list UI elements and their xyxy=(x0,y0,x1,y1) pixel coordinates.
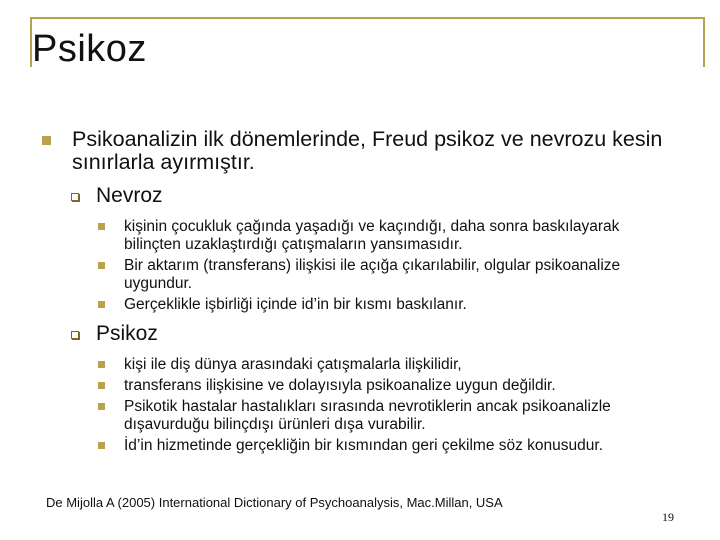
list-item-text: kişi ile diş dünya arasındaki çatışmalarla ilişkilidir, xyxy=(124,356,462,373)
list-item-text: Bir aktarım (transferans) ilişkisi ile açığa çıkarılabilir, olgular psikoanalize uygundur. xyxy=(124,257,621,292)
sub-bullet-nevroz xyxy=(0,184,720,208)
page-number: 19 xyxy=(662,510,674,524)
list-item xyxy=(0,398,720,434)
list-item-text: İd’in hizmetinde gerçekliğin bir kısmından geri çekilme söz konusudur. xyxy=(124,437,604,454)
slide-content xyxy=(0,128,720,463)
list-item-text: Gerçeklikle işbirliği içinde id’in bir kısmı baskılanır. xyxy=(124,296,467,313)
square-bullet-icon xyxy=(98,442,105,449)
list-item xyxy=(0,437,720,455)
square-bullet-icon xyxy=(98,403,105,410)
square-bullet-icon xyxy=(98,301,105,308)
footnote-citation: De Mijolla A (2005) International Dictionary of Psychoanalysis, Mac.Millan, USA xyxy=(46,495,503,510)
square-bullet-icon xyxy=(98,361,105,368)
list-item-text: kişinin çocukluk çağında yaşadığı ve kaçındığı, daha sonra baskılayarak bilinçten uzaklaştırdığı çatışmaların yansımasıdır. xyxy=(124,218,620,253)
bullet-freud xyxy=(0,128,720,174)
square-bullet-icon xyxy=(98,223,105,230)
bullet-text: Psikoanalizin ilk dönemlerinde, Freud psikoz ve nevrozu kesin sınırlarla ayırmıştır. xyxy=(72,127,663,174)
list-item-text: Psikotik hastalar hastalıkları sırasında nevrotiklerin ancak psikoanalizle dışavurduğu bilinçdışı ürünleri dışa vurabilir. xyxy=(124,398,611,433)
psikoz-items xyxy=(0,356,720,455)
square-bullet-icon xyxy=(98,382,105,389)
hollow-square-bullet-icon xyxy=(71,331,79,339)
list-item xyxy=(0,218,720,254)
square-bullet-icon xyxy=(98,262,105,269)
sub-bullet-text: Psikoz xyxy=(96,322,158,345)
square-bullet-icon xyxy=(42,136,51,145)
sub-bullet-text: Nevroz xyxy=(96,184,163,207)
list-item xyxy=(0,356,720,374)
list-item-text: transferans ilişkisine ve dolayısıyla psikoanalize uygun değildir. xyxy=(124,377,556,394)
nevroz-items xyxy=(0,218,720,314)
list-item xyxy=(0,377,720,395)
list-item xyxy=(0,257,720,293)
hollow-square-bullet-icon xyxy=(71,193,79,201)
title-frame-top xyxy=(30,17,705,19)
sub-bullet-psikoz xyxy=(0,322,720,346)
slide-title: Psikoz xyxy=(32,28,147,70)
list-item xyxy=(0,296,720,314)
title-frame-right xyxy=(703,17,705,67)
